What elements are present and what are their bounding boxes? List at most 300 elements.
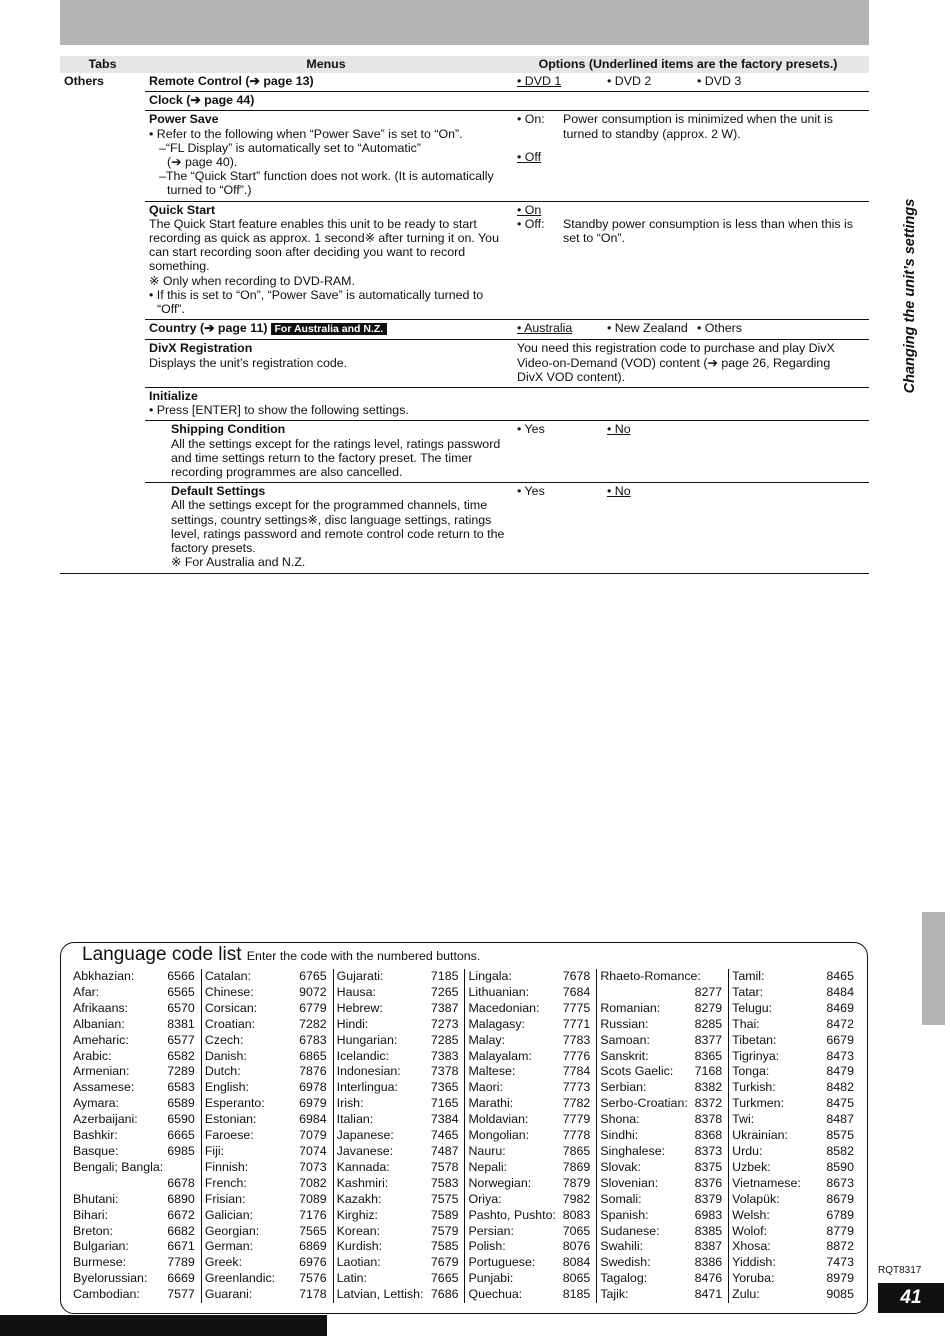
language-name: Lingala: — [468, 969, 512, 983]
settings-table — [60, 56, 869, 574]
language-code: 8279 — [694, 1000, 723, 1015]
language-name: Malay: — [468, 1032, 505, 1047]
language-code: 7074 — [299, 1143, 327, 1158]
language-code: 7168 — [694, 1064, 723, 1079]
language-code: 8285 — [694, 1016, 723, 1031]
language-entry — [337, 1001, 459, 1017]
language-name: Greenlandic: — [204, 1271, 276, 1286]
language-code: 7784 — [562, 1064, 591, 1079]
language-code: 6590 — [167, 1112, 195, 1127]
language-entry — [468, 1049, 590, 1065]
language-code: 7265 — [430, 984, 459, 999]
language-entry — [732, 1176, 854, 1192]
language-code: 8382 — [694, 1080, 723, 1095]
language-code: 6577 — [167, 1032, 195, 1047]
language-code: 7387 — [430, 1000, 459, 1015]
language-code: 7684 — [562, 984, 591, 999]
language-entry — [205, 1160, 327, 1176]
language-name: Tonga: — [732, 1064, 770, 1079]
language-entry — [73, 1208, 195, 1224]
language-code: 7865 — [562, 1143, 591, 1158]
row-initialize — [60, 388, 869, 421]
language-column — [728, 969, 860, 1303]
language-name: Kashmiri: — [336, 1175, 389, 1190]
language-name: Armenian: — [73, 1064, 130, 1079]
language-code: 7185 — [430, 969, 459, 983]
language-entry — [600, 1271, 722, 1287]
header-menus: Menus — [145, 56, 507, 73]
language-name: Singhalese: — [600, 1143, 666, 1158]
language-code: 8385 — [694, 1223, 723, 1238]
language-code: 6582 — [167, 1048, 195, 1063]
language-entry — [732, 1001, 854, 1017]
language-entry — [73, 1033, 195, 1049]
language-entry — [468, 1112, 590, 1128]
option-australia: • Australia — [517, 321, 573, 336]
row-divx — [60, 340, 869, 388]
language-entry — [73, 1160, 195, 1176]
language-entry — [732, 969, 854, 985]
language-code: 7065 — [562, 1223, 591, 1238]
language-code: 9072 — [299, 984, 327, 999]
language-name: Kirghiz: — [336, 1207, 378, 1222]
language-code: 8376 — [694, 1175, 723, 1190]
language-code: 7079 — [299, 1128, 327, 1143]
language-entry — [600, 1080, 722, 1096]
language-entry — [600, 1128, 722, 1144]
language-name: Slovenian: — [600, 1175, 659, 1190]
language-name: Welsh: — [732, 1207, 770, 1222]
language-name: Afrikaans: — [73, 1000, 129, 1015]
language-code: 7565 — [299, 1223, 327, 1238]
language-code: 8372 — [694, 1096, 723, 1111]
power-save-title: Power Save — [149, 112, 219, 127]
language-name: Vietnamese: — [732, 1175, 801, 1190]
language-entry — [732, 1144, 854, 1160]
language-code: 6678 — [167, 1175, 195, 1190]
language-code: 7384 — [430, 1112, 459, 1127]
language-entry — [205, 1239, 327, 1255]
country-title: Country — [149, 321, 197, 336]
language-entry — [205, 1128, 327, 1144]
language-column — [464, 969, 596, 1303]
language-code: 8083 — [562, 1207, 591, 1222]
language-name: Burmese: — [73, 1255, 127, 1270]
language-entry — [205, 1144, 327, 1160]
language-name: French: — [204, 1175, 247, 1190]
language-entry — [337, 1049, 459, 1065]
row-country — [60, 320, 869, 340]
language-code: 7789 — [167, 1255, 195, 1270]
language-entry — [468, 1176, 590, 1192]
language-entry — [73, 1287, 195, 1303]
footer-bar — [0, 1315, 327, 1336]
shipping-no: • No — [607, 422, 631, 437]
language-code: 7578 — [430, 1159, 459, 1174]
language-entry — [73, 985, 195, 1001]
language-name: Serbo-Croatian: — [600, 1096, 688, 1111]
language-entry — [205, 969, 327, 985]
language-name: Turkish: — [732, 1080, 776, 1095]
language-entry — [600, 1239, 722, 1255]
language-entry — [337, 1271, 459, 1287]
language-name: Malagasy: — [468, 1016, 525, 1031]
language-entry — [205, 1271, 327, 1287]
language-name: Moldavian: — [468, 1112, 529, 1127]
shipping-title: Shipping Condition — [171, 422, 286, 437]
language-entry — [73, 969, 195, 985]
language-code: 8476 — [694, 1271, 723, 1286]
language-entry — [732, 1224, 854, 1240]
language-code: 7585 — [430, 1239, 459, 1254]
language-entry — [600, 1192, 722, 1208]
language-entry — [337, 1064, 459, 1080]
language-code: 8386 — [694, 1255, 723, 1270]
language-code: 7782 — [562, 1096, 591, 1111]
language-name: Finnish: — [204, 1159, 249, 1174]
language-code: 8277 — [694, 984, 723, 999]
language-code: 7165 — [430, 1096, 459, 1111]
language-entry — [732, 1096, 854, 1112]
language-name: Korean: — [336, 1223, 381, 1238]
language-name: Scots Gaelic: — [600, 1064, 674, 1079]
language-code: 7778 — [562, 1128, 591, 1143]
power-save-dash1: –“FL Display” is automatically set to “Automatic” (➔ page 40). — [159, 140, 421, 170]
language-entry — [600, 1287, 722, 1303]
language-code: 7779 — [562, 1112, 591, 1127]
language-name: Hindi: — [336, 1016, 369, 1031]
language-entry — [600, 1224, 722, 1240]
language-code: 6985 — [167, 1143, 195, 1158]
row-shipping-condition — [60, 421, 869, 483]
language-code: 7773 — [562, 1080, 591, 1095]
language-code: 8084 — [562, 1255, 591, 1270]
language-entry — [600, 1001, 722, 1017]
language-code: 7879 — [562, 1175, 591, 1190]
language-column — [70, 969, 201, 1303]
language-entry — [205, 1096, 327, 1112]
initialize-title: Initialize — [149, 389, 198, 404]
language-name: Hungarian: — [336, 1032, 398, 1047]
language-code: 7473 — [826, 1255, 854, 1270]
language-code: 8479 — [826, 1064, 854, 1079]
language-entry — [468, 985, 590, 1001]
language-code: 6679 — [826, 1032, 854, 1047]
language-code: 7285 — [430, 1032, 459, 1047]
language-entry — [73, 1239, 195, 1255]
language-code: 8779 — [826, 1223, 854, 1238]
power-save-on-key: • On: — [517, 112, 545, 127]
language-code: 7678 — [562, 969, 591, 983]
language-entry — [205, 1176, 327, 1192]
language-name: Breton: — [73, 1223, 113, 1238]
language-entry — [600, 1017, 722, 1033]
language-name: Sindhi: — [600, 1128, 639, 1143]
language-code: 8472 — [826, 1016, 854, 1031]
quick-start-title: Quick Start — [149, 202, 216, 217]
language-code: 7775 — [562, 1000, 591, 1015]
language-name: Kannada: — [336, 1159, 390, 1174]
sidebar-label: Changing the unit’s settings — [902, 198, 918, 394]
default-no: • No — [607, 484, 631, 499]
language-name: Macedonian: — [468, 1000, 540, 1015]
language-entry — [73, 1112, 195, 1128]
language-entry — [73, 1176, 195, 1192]
language-code: 8482 — [826, 1080, 854, 1095]
language-entry — [600, 1176, 722, 1192]
language-entry — [468, 1017, 590, 1033]
language-name: Urdu: — [732, 1143, 763, 1158]
language-name: Tatar: — [732, 984, 764, 999]
language-code: 6976 — [299, 1255, 327, 1270]
language-entry — [73, 1096, 195, 1112]
language-entry — [73, 1064, 195, 1080]
language-code: 7783 — [562, 1032, 591, 1047]
language-entry — [600, 1049, 722, 1065]
initialize-note: • Press [ENTER] to show the following settings. — [149, 403, 409, 418]
language-name: Galician: — [204, 1207, 254, 1222]
language-code: 8575 — [826, 1128, 854, 1143]
language-entry — [732, 1255, 854, 1271]
language-entry — [468, 1239, 590, 1255]
default-settings-title: Default Settings — [171, 484, 266, 499]
language-code: 8378 — [694, 1112, 723, 1127]
divx-option-text: You need this registration code to purchase and play DivX Video-on-Demand (VOD) content (➔ page 26, Regarding DivX VOD content). — [507, 340, 869, 388]
row-power-save — [60, 111, 869, 201]
remote-control-title: Remote Control — [149, 74, 242, 88]
language-entry — [468, 1001, 590, 1017]
language-entry — [73, 1192, 195, 1208]
language-entry — [468, 1080, 590, 1096]
quick-start-on: • On — [517, 202, 542, 217]
language-name: Estonian: — [204, 1112, 257, 1127]
language-name: Indonesian: — [336, 1064, 401, 1079]
language-code: 7289 — [167, 1064, 195, 1079]
language-entry — [468, 1160, 590, 1176]
language-code: 7679 — [430, 1255, 459, 1270]
language-entry — [73, 1224, 195, 1240]
language-code: 6565 — [167, 984, 195, 999]
language-entry — [337, 1017, 459, 1033]
language-name: Mongolian: — [468, 1128, 530, 1143]
language-entry — [468, 1287, 590, 1303]
language-name: Latvian, Lettish: — [336, 1287, 424, 1302]
language-code: 7365 — [430, 1080, 459, 1095]
language-code: 6671 — [167, 1239, 195, 1254]
language-name: Kazakh: — [336, 1191, 382, 1206]
language-entry — [337, 1239, 459, 1255]
language-name: Japanese: — [336, 1128, 394, 1143]
language-code: 7378 — [430, 1064, 459, 1079]
language-entry — [337, 1208, 459, 1224]
language-name: Marathi: — [468, 1096, 514, 1111]
language-entry — [600, 985, 722, 1001]
language-name: Oriya: — [468, 1191, 502, 1206]
language-name: Italian: — [336, 1112, 374, 1127]
language-code: 6984 — [299, 1112, 327, 1127]
language-code: 7465 — [430, 1128, 459, 1143]
language-name: Xhosa: — [732, 1239, 771, 1254]
option-dvd2: • DVD 2 — [607, 74, 652, 88]
language-name: Twi: — [732, 1112, 755, 1127]
language-name: Afar: — [73, 984, 100, 999]
language-entry — [468, 1096, 590, 1112]
language-code: 6890 — [167, 1191, 195, 1206]
language-name: Javanese: — [336, 1143, 394, 1158]
header-options: Options (Underlined items are the factory presets.) — [507, 56, 869, 73]
language-entry — [205, 1017, 327, 1033]
language-entry — [732, 1160, 854, 1176]
language-name: Ukrainian: — [732, 1128, 788, 1143]
language-entry — [73, 1271, 195, 1287]
language-code: 6765 — [299, 969, 327, 983]
language-name: Norwegian: — [468, 1175, 532, 1190]
language-code-heading — [78, 944, 484, 967]
language-name: Sudanese: — [600, 1223, 660, 1238]
language-code: 6583 — [167, 1080, 195, 1095]
language-code: 8487 — [826, 1112, 854, 1127]
language-name: Latin: — [336, 1271, 367, 1286]
row-quick-start — [60, 201, 869, 320]
language-name: Spanish: — [600, 1207, 649, 1222]
language-entry — [732, 1208, 854, 1224]
language-code: 8365 — [694, 1048, 723, 1063]
language-name: Ameharic: — [73, 1032, 129, 1047]
language-entry — [73, 1144, 195, 1160]
language-entry — [73, 1049, 195, 1065]
language-entry — [205, 1224, 327, 1240]
language-entry — [600, 1033, 722, 1049]
tab-others: Others — [64, 74, 104, 88]
language-name: Bulgarian: — [73, 1239, 129, 1254]
language-name: Catalan: — [204, 969, 251, 983]
language-name: Tigrinya: — [732, 1048, 780, 1063]
language-name: Rhaeto-Romance: — [600, 969, 701, 983]
language-code: 7082 — [299, 1175, 327, 1190]
language-code: 6566 — [167, 969, 195, 983]
language-code: 8375 — [694, 1159, 723, 1174]
language-code: 8185 — [562, 1287, 591, 1302]
language-entry — [337, 1096, 459, 1112]
default-settings-footnote: ※ For Australia and N.Z. — [171, 555, 306, 570]
header-bar — [60, 0, 869, 45]
language-entry — [732, 1064, 854, 1080]
clock-title: Clock — [149, 93, 183, 108]
doc-code: RQT8317 — [878, 1265, 922, 1276]
language-entry — [337, 1255, 459, 1271]
option-new-zealand: • New Zealand — [607, 321, 688, 336]
language-code: 8582 — [826, 1143, 854, 1158]
language-name: Czech: — [204, 1032, 244, 1047]
language-name: Azerbaijani: — [73, 1112, 138, 1127]
language-name: Gujarati: — [336, 969, 384, 983]
language-name: Tibetan: — [732, 1032, 777, 1047]
page-number: 41 — [878, 1283, 944, 1313]
table-header — [60, 56, 869, 73]
language-code: 7273 — [430, 1016, 459, 1031]
language-code: 6669 — [167, 1271, 195, 1286]
language-code-columns — [70, 969, 860, 1303]
language-code: 6672 — [167, 1207, 195, 1222]
language-name: Georgian: — [204, 1223, 260, 1238]
language-name: Maltese: — [468, 1064, 516, 1079]
language-code: 6978 — [299, 1080, 327, 1095]
option-dvd3: • DVD 3 — [697, 74, 742, 88]
language-name: Serbian: — [600, 1080, 647, 1095]
language-entry — [337, 1287, 459, 1303]
language-name: English: — [204, 1080, 249, 1095]
language-entry — [337, 1144, 459, 1160]
language-entry — [205, 985, 327, 1001]
language-column — [333, 969, 465, 1303]
language-name: Quechua: — [468, 1287, 523, 1302]
language-entry — [468, 1144, 590, 1160]
clock-ref: (➔ page 44) — [186, 93, 255, 108]
language-code: 8484 — [826, 984, 854, 999]
language-code-title: Language code list — [82, 944, 242, 965]
language-entry — [73, 1255, 195, 1271]
language-name: Nepali: — [468, 1159, 508, 1174]
language-name: Tamil: — [732, 969, 765, 983]
language-entry — [337, 969, 459, 985]
language-name: Fiji: — [204, 1143, 225, 1158]
language-code: 8469 — [826, 1000, 854, 1015]
language-code: 7575 — [430, 1191, 459, 1206]
language-code: 7073 — [299, 1159, 327, 1174]
language-entry — [337, 1112, 459, 1128]
language-code: 7487 — [430, 1143, 459, 1158]
language-entry — [337, 1128, 459, 1144]
language-name: Greek: — [204, 1255, 243, 1270]
language-name: Hebrew: — [336, 1000, 383, 1015]
option-dvd1: • DVD 1 — [517, 74, 562, 88]
power-save-off: • Off — [517, 149, 542, 164]
language-code: 6570 — [167, 1000, 195, 1015]
language-code: 6789 — [826, 1207, 854, 1222]
language-entry — [732, 985, 854, 1001]
language-entry — [732, 1080, 854, 1096]
language-code: 7576 — [299, 1271, 327, 1286]
language-name: Bengali; Bangla: — [73, 1159, 164, 1174]
header-tabs: Tabs — [60, 56, 145, 73]
language-entry — [732, 1017, 854, 1033]
language-code: 8471 — [694, 1287, 723, 1302]
language-name: Albanian: — [73, 1016, 125, 1031]
language-name: Interlingua: — [336, 1080, 398, 1095]
default-settings-body: All the settings except for the programmed channels, time settings, country settings※, disc language settings, ratings level, ratings password and remote control code return to the factory presets. — [171, 498, 505, 556]
language-entry — [205, 1033, 327, 1049]
language-name: Volapük: — [732, 1191, 780, 1206]
language-name: Portuguese: — [468, 1255, 536, 1270]
language-entry — [205, 1080, 327, 1096]
language-entry — [468, 1064, 590, 1080]
language-code: 8377 — [694, 1032, 723, 1047]
language-code: 8465 — [826, 969, 854, 983]
language-code: 6589 — [167, 1096, 195, 1111]
language-name: Swahili: — [600, 1239, 644, 1254]
language-name: Lithuanian: — [468, 984, 530, 999]
language-name: Tagalog: — [600, 1271, 648, 1286]
language-entry — [468, 1224, 590, 1240]
language-entry — [337, 1192, 459, 1208]
shipping-body: All the settings except for the ratings level, ratings password and time settings return to the factory preset. The timer recording programmes are also cancelled. — [171, 436, 501, 480]
language-name: Assamese: — [73, 1080, 135, 1095]
language-entry — [205, 1287, 327, 1303]
language-name: Punjabi: — [468, 1271, 514, 1286]
language-name: Telugu: — [732, 1000, 773, 1015]
language-name: Polish: — [468, 1239, 506, 1254]
language-code: 8590 — [826, 1159, 854, 1174]
